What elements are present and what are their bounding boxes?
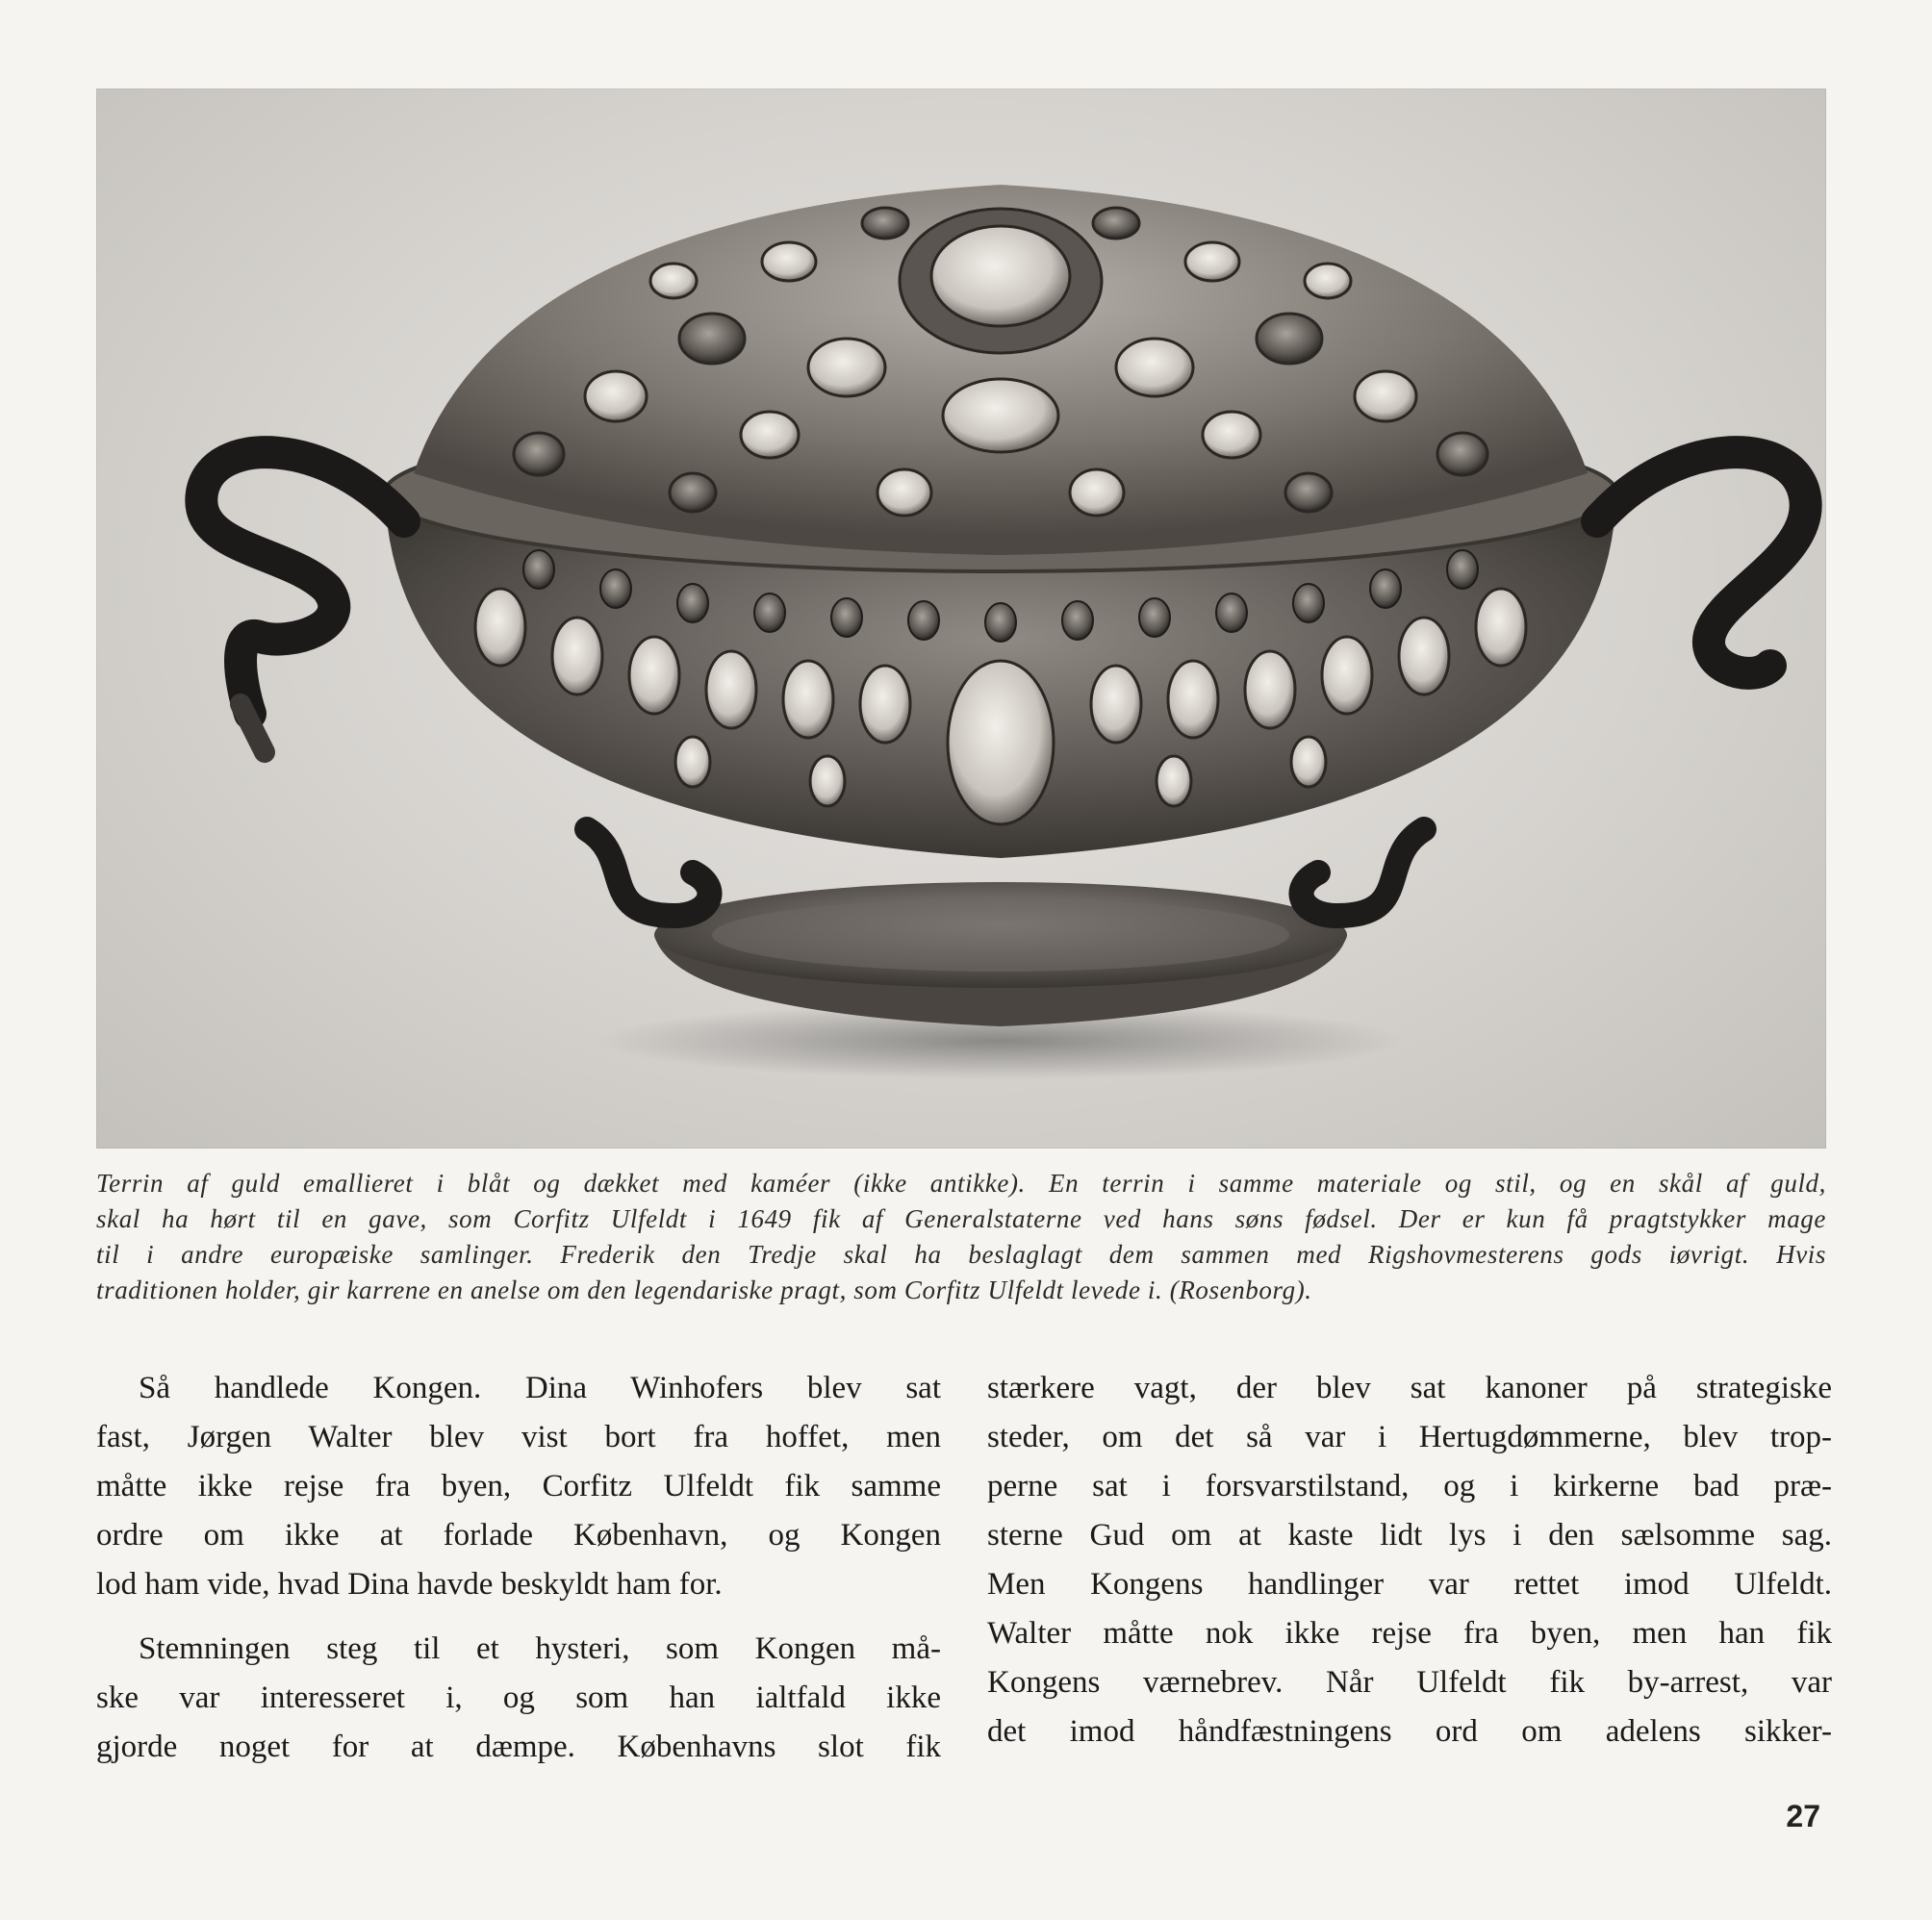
text-line: Kongens værnebrev. Når Ulfeldt fik by-arrest, var [987,1665,1832,1700]
text-line: sterne Gud om at kaste lidt lys i den sælsomme sag. [987,1518,1832,1553]
text-line: lod ham vide, hvad Dina havde beskyldt ham for. [96,1567,723,1602]
text-line: Så handlede Kongen. Dina Winhofers blev sat [139,1371,941,1405]
paragraph [96,1364,941,1609]
paragraph-spacer [96,1609,941,1625]
text-line: ordre om ikke at forlade København, og Kongen [96,1518,941,1553]
caption-line: traditionen holder, gir karrene en anelse om den legendariske pragt, som Corfitz Ulfeldt levede i. (Rosenborg). [96,1276,1312,1304]
text-line: Walter måtte nok ikke rejse fra byen, men han fik [987,1616,1832,1651]
paragraph [96,1625,941,1772]
text-line: fast, Jørgen Walter blev vist bort fra hoffet, men [96,1420,941,1454]
text-line: steder, om det så var i Hertugdømmerne, blev trop- [987,1420,1832,1454]
text-line: ske var interesseret i, og som han ialtfald ikke [96,1680,941,1715]
text-line: stærkere vagt, der blev sat kanoner på strategiske [987,1371,1832,1405]
text-line: perne sat i forsvarstilstand, og i kirkerne bad præ- [987,1469,1832,1503]
right-text-column [987,1364,1832,1756]
page-number: 27 [1786,1799,1820,1833]
text-line: Stemningen steg til et hysteri, som Kongen må- [139,1631,941,1666]
text-line: måtte ikke rejse fra byen, Corfitz Ulfeldt fik samme [96,1469,941,1503]
caption-line: skal ha hørt til en gave, som Corfitz Ulfeldt i 1649 fik af Generalstaterne ved hans søns fødsel. Der er kun få pragtstykker mage [96,1204,1826,1233]
text-line: det imod håndfæstningens ord om adelens sikker- [987,1714,1832,1749]
caption-line: Terrin af guld emallieret i blåt og dækket med kaméer (ikke antikke). En terrin i samme materiale og stil, og en skål af guld, [96,1169,1826,1198]
text-line: Men Kongens handlinger var rettet imod Ulfeldt. [987,1567,1832,1602]
caption-line: til i andre europæiske samlinger. Frederik den Tredje skal ha beslaglagt dem sammen med Rigshovmesterens gods iøvrigt. Hvis [96,1240,1826,1269]
left-text-column [96,1364,941,1772]
paragraph [987,1364,1832,1756]
photo-caption [96,1166,1826,1308]
tureen-photograph [96,88,1826,1149]
tureen-illustration [96,88,1826,1149]
text-line: gjorde noget for at dæmpe. Københavns slot fik [96,1730,941,1764]
